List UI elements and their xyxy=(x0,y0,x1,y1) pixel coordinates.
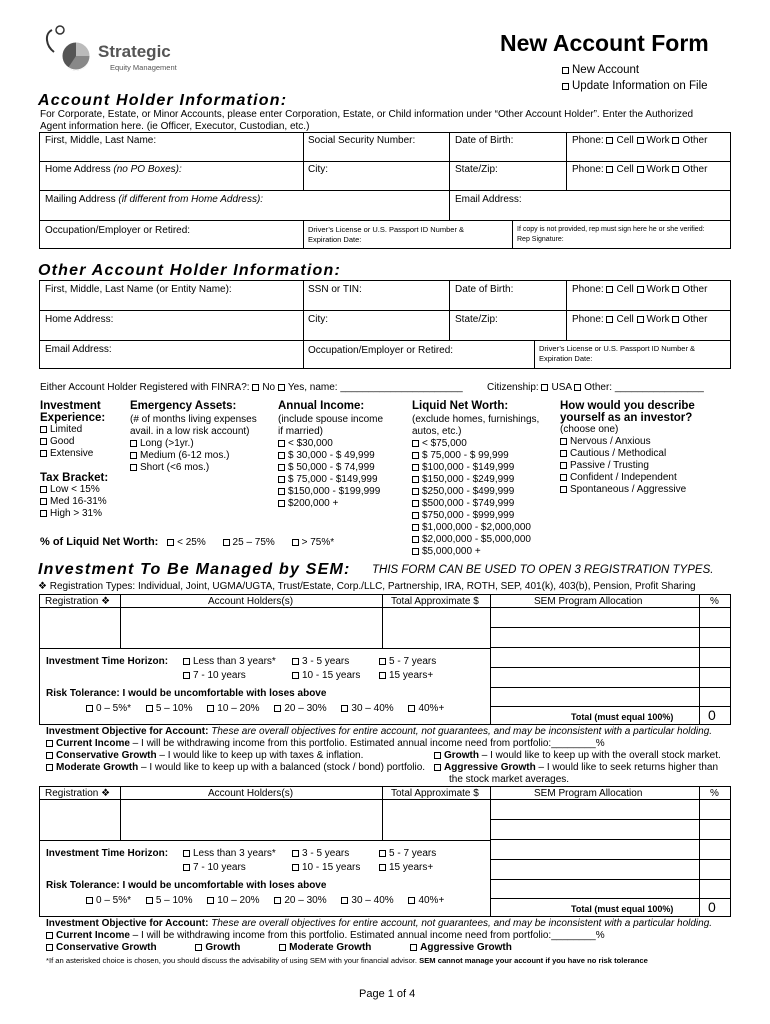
networth-option[interactable]: $750,000 - $999,999 xyxy=(412,510,539,522)
checkbox-icon xyxy=(278,384,285,391)
horizon-label: Investment Time Horizon: xyxy=(46,656,169,667)
account-holder-title: Account Holder Information: xyxy=(38,92,288,109)
checkbox-icon xyxy=(412,548,419,555)
other-name-field[interactable]: First, Middle, Last Name (or Entity Name): xyxy=(45,284,232,295)
checkbox-icon xyxy=(541,384,548,391)
col-holders: Account Holders(s) xyxy=(208,596,294,607)
networth-option[interactable]: $100,000 - $149,999 xyxy=(412,462,539,474)
phone-type-2[interactable]: Phone: Cell Work Other xyxy=(572,164,708,175)
diamond-icon: ❖ xyxy=(38,581,47,592)
checkbox-icon xyxy=(130,452,137,459)
emergency-column: Emergency Assets: (# of months living expenses avail. in a low risk account) Long (>1yr.) Medium (6-12 mos.) Short (<6 mos.) xyxy=(130,400,257,473)
checkbox-icon xyxy=(606,286,613,293)
objective-current-income[interactable]: Current Income – I will be withdrawing income from this portfolio. Estimated annual income need from portfolio:________% xyxy=(46,738,605,750)
horizon-option[interactable]: 10 - 15 years xyxy=(292,670,360,682)
horizon-option[interactable]: Less than 3 years* xyxy=(183,656,276,668)
income-column: Annual Income: (include spouse income if married) < $30,000 $ 30,000 - $ 49,999 $ 50,000 - $ 74,999 $ 75,000 - $149,999 $150,000 - $199,999 $200,000 + xyxy=(278,400,384,509)
horizon-option[interactable]: 5 - 7 years xyxy=(379,656,436,668)
checkbox-icon xyxy=(412,488,419,495)
checkbox-icon xyxy=(672,137,679,144)
income-option[interactable]: $ 75,000 - $149,999 xyxy=(278,474,383,486)
rep-verify-note: If copy is not provided, rep must sign here he or she verified: xyxy=(517,226,705,233)
checkbox-icon xyxy=(86,705,93,712)
horizon-option[interactable]: 10 - 15 years xyxy=(292,862,360,874)
checkbox-icon xyxy=(223,539,230,546)
tax-option[interactable]: High > 31% xyxy=(40,508,108,520)
horizon-option[interactable]: 3 - 5 years xyxy=(292,848,349,860)
checkbox-icon xyxy=(637,137,644,144)
checkbox-icon xyxy=(279,944,286,951)
objective-moderate[interactable]: Moderate Growth – I would like to keep up with a balanced (stock / bond) portfolio. xyxy=(46,762,425,774)
networth-option[interactable]: $5,000,000 + xyxy=(412,546,539,558)
horizon-option[interactable]: 3 - 5 years xyxy=(292,656,349,668)
checkbox-icon xyxy=(292,672,299,679)
checkbox-icon xyxy=(46,944,53,951)
form-title: New Account Form xyxy=(500,30,709,56)
risk-options-2[interactable]: 0 – 5%* 5 – 10% 10 – 20% 20 – 30% 30 – 40% 40%+ xyxy=(86,895,444,907)
col-total-2: Total Approximate $ xyxy=(391,788,479,799)
income-option[interactable]: $200,000 + xyxy=(278,498,383,510)
dob-field[interactable]: Date of Birth: xyxy=(455,135,514,146)
income-option[interactable]: $150,000 - $199,999 xyxy=(278,486,383,498)
tax-option[interactable]: Low < 15% xyxy=(40,484,108,496)
horizon-option[interactable]: 7 - 10 years xyxy=(183,670,246,682)
checkbox-icon xyxy=(560,486,567,493)
checkbox-icon xyxy=(183,672,190,679)
logo-subtitle: Equity Management xyxy=(110,63,177,72)
checkbox-icon xyxy=(341,705,348,712)
networth-option[interactable]: $250,000 - $499,999 xyxy=(412,486,539,498)
checkbox-icon xyxy=(410,944,417,951)
investor-option[interactable]: Passive / Trusting xyxy=(560,460,695,472)
income-option[interactable]: < $30,000 xyxy=(278,438,383,450)
other-license-field[interactable]: Driver’s License or U.S. Passport ID Number & xyxy=(539,344,696,353)
objective-aggressive-cont: the stock market averages. xyxy=(449,774,570,785)
checkbox-icon xyxy=(207,897,214,904)
liquid-pct-row: % of Liquid Net Worth: < 25% 25 – 75% > 75%* xyxy=(40,536,335,548)
total-value-2: 0 xyxy=(708,899,716,915)
liquid-pct-option[interactable]: 25 – 75% xyxy=(223,537,275,548)
other-dob-field[interactable]: Date of Birth: xyxy=(455,284,514,295)
phone-type[interactable]: Phone: Cell Work Other xyxy=(572,135,708,146)
objective-growth[interactable]: Growth – I would like to keep up with the overall stock market. xyxy=(434,750,721,762)
checkbox-icon xyxy=(278,452,285,459)
experience-option[interactable]: Good xyxy=(40,436,108,448)
checkbox-icon xyxy=(412,476,419,483)
checkbox-icon xyxy=(412,500,419,507)
other-license-expiration: Expiration Date: xyxy=(539,354,593,363)
emergency-option[interactable]: Medium (6-12 mos.) xyxy=(130,450,257,462)
total-value: 0 xyxy=(708,707,716,723)
other-phone-type-2[interactable]: Phone: Cell Work Other xyxy=(572,314,708,325)
checkbox-icon xyxy=(274,897,281,904)
checkbox-icon xyxy=(672,286,679,293)
checkbox-icon xyxy=(278,476,285,483)
checkbox-icon xyxy=(40,510,47,517)
checkbox-icon xyxy=(574,384,581,391)
city-field[interactable]: City: xyxy=(308,164,328,175)
other-city-field[interactable]: City: xyxy=(308,314,328,325)
networth-option[interactable]: $150,000 - $249,999 xyxy=(412,474,539,486)
objective-aggressive[interactable]: Aggressive Growth – I would like to seek returns higher than xyxy=(434,762,718,774)
account-holder-instructions-2: Agent information here. (ie Officer, Executor, Custodian, etc.) xyxy=(40,121,310,132)
checkbox-icon xyxy=(434,764,441,771)
checkbox-icon xyxy=(408,705,415,712)
emergency-option[interactable]: Long (>1yr.) xyxy=(130,438,257,450)
license-expiration: Expiration Date: xyxy=(308,235,362,244)
checkbox-icon xyxy=(412,440,419,447)
checkbox-icon xyxy=(46,740,53,747)
experience-column: Investment Experience: Limited Good Extensive Tax Bracket: Low < 15% Med 16-31% High > 31% xyxy=(40,400,109,519)
checkbox-icon xyxy=(606,316,613,323)
checkbox-icon xyxy=(637,166,644,173)
finra-question[interactable]: Either Account Holder Registered with FINRA?: No Yes, name: ______________________ xyxy=(40,382,463,393)
objective-header: Investment Objective for Account: These are overall objectives for entire account, not guarantees, and may be inconsistent with a particular holding. xyxy=(46,726,713,737)
other-ssn-field[interactable]: SSN or TIN: xyxy=(308,284,362,295)
investor-option[interactable]: Cautious / Methodical xyxy=(560,448,695,460)
ssn-field[interactable]: Social Security Number: xyxy=(308,135,416,146)
objective-conservative[interactable]: Conservative Growth – I would like to keep up with taxes & inflation. xyxy=(46,750,363,762)
liquid-pct-option[interactable]: > 75%* xyxy=(292,537,335,548)
checkbox-icon xyxy=(379,658,386,665)
col-total: Total Approximate $ xyxy=(391,596,479,607)
checkbox-icon xyxy=(560,462,567,469)
registration-types: ❖ Registration Types: Individual, Joint, UGMA/UGTA, Trust/Estate, Corp./LLC, Partnership, IRA, ROTH, SEP, 401(k), 403(b), Pension, Profit Sharing xyxy=(38,581,696,592)
checkbox-icon xyxy=(562,67,569,74)
checkbox-icon xyxy=(46,932,53,939)
occupation-field[interactable]: Occupation/Employer or Retired: xyxy=(45,225,191,236)
checkbox-icon xyxy=(412,464,419,471)
checkbox-icon xyxy=(183,864,190,871)
state-zip-field[interactable]: State/Zip: xyxy=(455,164,498,175)
col-holders-2: Account Holders(s) xyxy=(208,788,294,799)
checkbox-icon xyxy=(40,438,47,445)
investor-option[interactable]: Nervous / Anxious xyxy=(560,436,695,448)
liquid-pct-option[interactable]: < 25% xyxy=(167,537,206,548)
checkbox-icon xyxy=(40,498,47,505)
horizon-option[interactable]: 15 years+ xyxy=(379,862,433,874)
update-info-checkbox[interactable]: Update Information on File xyxy=(562,80,708,92)
logo-name: Strategic xyxy=(98,42,171,61)
networth-option[interactable]: $2,000,000 - $5,000,000 xyxy=(412,534,539,546)
other-holder-title: Other Account Holder Information: xyxy=(38,262,342,279)
horizon-option[interactable]: 15 years+ xyxy=(379,670,433,682)
checkbox-icon xyxy=(130,464,137,471)
emergency-option[interactable]: Short (<6 mos.) xyxy=(130,462,257,474)
citizenship-field[interactable]: Citizenship: USA Other: ________________ xyxy=(487,382,704,393)
other-state-zip-field[interactable]: State/Zip: xyxy=(455,314,498,325)
checkbox-icon xyxy=(278,488,285,495)
checkbox-icon xyxy=(46,764,53,771)
income-option[interactable]: $ 50,000 - $ 74,999 xyxy=(278,462,383,474)
checkbox-icon xyxy=(562,83,569,90)
checkbox-icon xyxy=(40,486,47,493)
objective-header-2: Investment Objective for Account: These are overall objectives for entire account, not guarantees, and may be inconsistent with a particular holding. xyxy=(46,918,713,929)
email-field[interactable]: Email Address: xyxy=(455,194,522,205)
networth-option[interactable]: $500,000 - $749,999 xyxy=(412,498,539,510)
license-field[interactable]: Driver’s License or U.S. Passport ID Number & xyxy=(308,225,465,234)
checkbox-icon xyxy=(207,705,214,712)
checkbox-icon xyxy=(274,705,281,712)
checkbox-icon xyxy=(130,440,137,447)
checkbox-icon xyxy=(672,166,679,173)
checkbox-icon xyxy=(412,524,419,531)
checkbox-icon xyxy=(183,850,190,857)
networth-option[interactable]: $1,000,000 - $2,000,000 xyxy=(412,522,539,534)
checkbox-icon xyxy=(434,752,441,759)
checkbox-icon xyxy=(292,864,299,871)
other-occupation-field[interactable]: Occupation/Employer or Retired: xyxy=(308,345,454,356)
checkbox-icon xyxy=(560,474,567,481)
logo-mark-icon xyxy=(38,24,96,84)
risk-label: Risk Tolerance: I would be uncomfortable with loses above xyxy=(46,688,327,699)
col-allocation-2: SEM Program Allocation xyxy=(534,788,643,799)
checkbox-icon xyxy=(252,384,259,391)
name-field[interactable]: First, Middle, Last Name: xyxy=(45,135,157,146)
checkbox-icon xyxy=(146,897,153,904)
checkbox-icon xyxy=(292,850,299,857)
tax-option[interactable]: Med 16-31% xyxy=(40,496,108,508)
checkbox-icon xyxy=(195,944,202,951)
income-option[interactable]: $ 30,000 - $ 49,999 xyxy=(278,450,383,462)
page-number: Page 1 of 4 xyxy=(359,988,416,1000)
objective-current-income-2[interactable]: Current Income – I will be withdrawing income from this portfolio. Estimated annual income need from portfolio:________% xyxy=(46,930,605,942)
horizon-option[interactable]: Less than 3 years* xyxy=(183,848,276,860)
mailing-address-field[interactable]: Mailing Address (if different from Home Address): xyxy=(45,194,264,205)
experience-option[interactable]: Extensive xyxy=(40,448,108,460)
rep-signature-field[interactable]: Rep Signature: xyxy=(517,236,564,243)
checkbox-icon xyxy=(606,166,613,173)
networth-option[interactable]: < $75,000 xyxy=(412,438,539,450)
col-pct-2: % xyxy=(710,788,719,799)
logo xyxy=(38,24,198,84)
account-holder-instructions: For Corporate, Estate, or Minor Accounts, please enter Corporation, Estate, or Child information under “Other Account Holder”. Enter the Authorized xyxy=(40,109,694,120)
checkbox-icon xyxy=(278,464,285,471)
checkbox-icon xyxy=(379,850,386,857)
checkbox-icon xyxy=(412,536,419,543)
investor-option[interactable]: Confident / Independent xyxy=(560,472,695,484)
checkbox-icon xyxy=(146,705,153,712)
checkbox-icon xyxy=(292,539,299,546)
footer-note: *If an asterisked choice is chosen, you should discuss the advisability of using SEM with your financial advisor. SEM cannot manage your account if you have no risk tolerance xyxy=(46,956,648,965)
checkbox-icon xyxy=(379,672,386,679)
checkbox-icon xyxy=(46,752,53,759)
col-allocation: SEM Program Allocation xyxy=(534,596,643,607)
checkbox-icon xyxy=(412,452,419,459)
managed-title: Investment To Be Managed by SEM: xyxy=(38,561,351,578)
checkbox-icon xyxy=(278,440,285,447)
risk-label-2: Risk Tolerance: I would be uncomfortable with loses above xyxy=(46,880,327,891)
home-address-field[interactable]: Home Address (no PO Boxes): xyxy=(45,164,182,175)
checkbox-icon xyxy=(86,897,93,904)
checkbox-icon xyxy=(560,450,567,457)
checkbox-icon xyxy=(560,438,567,445)
checkbox-icon xyxy=(278,500,285,507)
other-email-field[interactable]: Email Address: xyxy=(45,344,112,355)
checkbox-icon xyxy=(637,286,644,293)
checkbox-icon xyxy=(183,658,190,665)
col-registration: Registration ❖ xyxy=(45,596,111,607)
total-label-2: Total (must equal 100%) xyxy=(571,904,674,914)
horizon-label-2: Investment Time Horizon: xyxy=(46,848,169,859)
other-home-address-field[interactable]: Home Address: xyxy=(45,314,114,325)
checkbox-icon xyxy=(637,316,644,323)
networth-option[interactable]: $ 75,000 - $ 99,999 xyxy=(412,450,539,462)
risk-options[interactable]: 0 – 5%* 5 – 10% 10 – 20% 20 – 30% 30 – 40% 40%+ xyxy=(86,703,444,715)
checkbox-icon xyxy=(40,450,47,457)
checkbox-icon xyxy=(341,897,348,904)
other-phone-type[interactable]: Phone: Cell Work Other xyxy=(572,284,708,295)
diamond-icon: ❖ xyxy=(101,788,111,799)
managed-subtitle: THIS FORM CAN BE USED TO OPEN 3 REGISTRATION TYPES. xyxy=(372,564,714,576)
checkbox-icon xyxy=(672,316,679,323)
networth-column: Liquid Net Worth: (exclude homes, furnishings, autos, etc.) < $75,000 $ 75,000 - $ 99,999 $100,000 - $149,999 $150,000 - $249,999 $250,000 - $499,999 $500,000 - $749,999 $750,000 - $999,999 $1,000,000 - $2,000,000 $2,000,000 - $5,000,000 $5,000,000 + xyxy=(412,400,540,557)
checkbox-icon xyxy=(408,897,415,904)
horizon-option[interactable]: 5 - 7 years xyxy=(379,848,436,860)
investor-column: How would you describe yourself as an investor? (choose one) Nervous / Anxious Cautious / Methodical Passive / Trusting Confident / Independent Spontaneous / Aggressive xyxy=(560,400,695,495)
checkbox-icon xyxy=(292,658,299,665)
diamond-icon: ❖ xyxy=(101,596,111,607)
experience-option[interactable]: Limited xyxy=(40,424,108,436)
col-pct: % xyxy=(710,596,719,607)
checkbox-icon xyxy=(379,864,386,871)
checkbox-icon xyxy=(40,426,47,433)
checkbox-icon xyxy=(167,539,174,546)
total-label: Total (must equal 100%) xyxy=(571,712,674,722)
checkbox-icon xyxy=(412,512,419,519)
col-registration-2: Registration ❖ xyxy=(45,788,111,799)
objective-row-2[interactable]: Conservative Growth Growth Moderate Growth Aggressive Growth xyxy=(46,942,512,954)
checkbox-icon xyxy=(606,137,613,144)
horizon-option[interactable]: 7 - 10 years xyxy=(183,862,246,874)
investor-option[interactable]: Spontaneous / Aggressive xyxy=(560,484,695,496)
new-account-checkbox[interactable]: New Account xyxy=(562,64,639,76)
